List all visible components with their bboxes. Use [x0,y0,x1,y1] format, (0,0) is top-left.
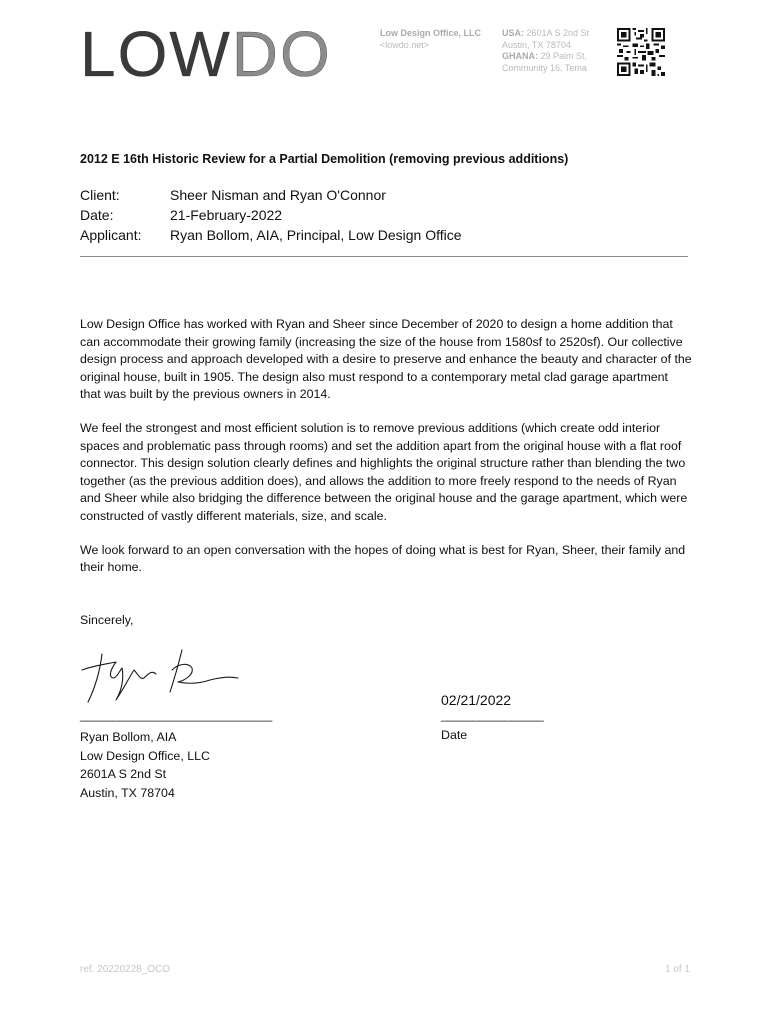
header-addresses [502,28,589,74]
letter-meta [80,185,462,245]
divider [80,256,688,257]
letter-title: 2012 E 16th Historic Review for a Partial Demolition (removing previous additions) [80,152,569,166]
header-company [380,28,481,51]
logo-text-dark: LOW [80,18,232,90]
signer-company: Low Design Office, LLC [80,748,210,763]
body-paragraph-2: We feel the strongest and most efficient solution is to remove previous additions (which create odd interior spaces and problematic pass through rooms) and set the addition apart from the original house with a flat roof connector. This design solution clearly defines and highlights the original structure rather than blending the two together (as the previous addition does), and allows the addition to more freely respond to the needs of Ryan and Sheer while also bridging the difference between the original house and the garage apartment, which were constructed of vastly different materials, size, and scale. [80,420,688,523]
applicant-label: Applicant: [80,227,142,243]
ghana-address-line1: 29 Palm St, [538,51,588,61]
signature-date: 02/21/2022 [441,692,512,708]
date-caption: Date [441,728,468,742]
usa-label: USA: [502,28,524,38]
usa-address-line1: 2601A S 2nd St [524,28,590,38]
applicant-value: Ryan Bollom, AIA, Principal, Low Design Office [170,227,462,243]
body-paragraph-3: We look forward to an open conversation with the hopes of doing what is best for Ryan, Sheer, their family and their home. [80,542,686,575]
signer-name: Ryan Bollom, AIA [80,730,177,744]
ghana-address-line2: Community 16, Tema [502,62,587,73]
company-logo [80,18,332,90]
date-value: 21-February-2022 [170,207,283,223]
signature-image [78,640,248,710]
date-label: Date: [80,207,114,223]
company-name: Low Design Office, LLC [380,28,482,38]
client-value: Sheer Nisman and Ryan O'Connor [170,187,386,203]
footer-page-number: 1 of 1 [664,964,690,975]
footer-ref: ref. 20220228_OCO [80,964,171,975]
client-label: Client: [80,187,120,203]
qr-code-icon [617,28,665,76]
ghana-label: GHANA: [502,51,538,61]
body-paragraph-1: Low Design Office has worked with Ryan and Sheer since December of 2020 to design a home addition that can accommodate their growing family (increasing the size of the house from 1580sf to 2520sf). Our collective design process and approach developed with a desire to preserve and enhance the beauty and character of the original house, built in 1905. The design also must respond to a contemporary metal clad garage apartment that was built by the previous owners in 2014. [80,317,692,402]
letter-body [80,316,692,593]
signature-line: ______________________________ [80,708,272,722]
signer-block [80,728,210,802]
logo-text-light: DO [231,18,332,90]
company-website[interactable]: <lowdo.net> [380,39,430,50]
signer-city: Austin, TX 78704 [80,785,175,800]
signer-street: 2601A S 2nd St [80,767,167,781]
usa-address-line2: Austin, TX 78704 [502,39,571,50]
date-line: ________________ [441,708,544,722]
closing: Sincerely, [80,613,134,627]
